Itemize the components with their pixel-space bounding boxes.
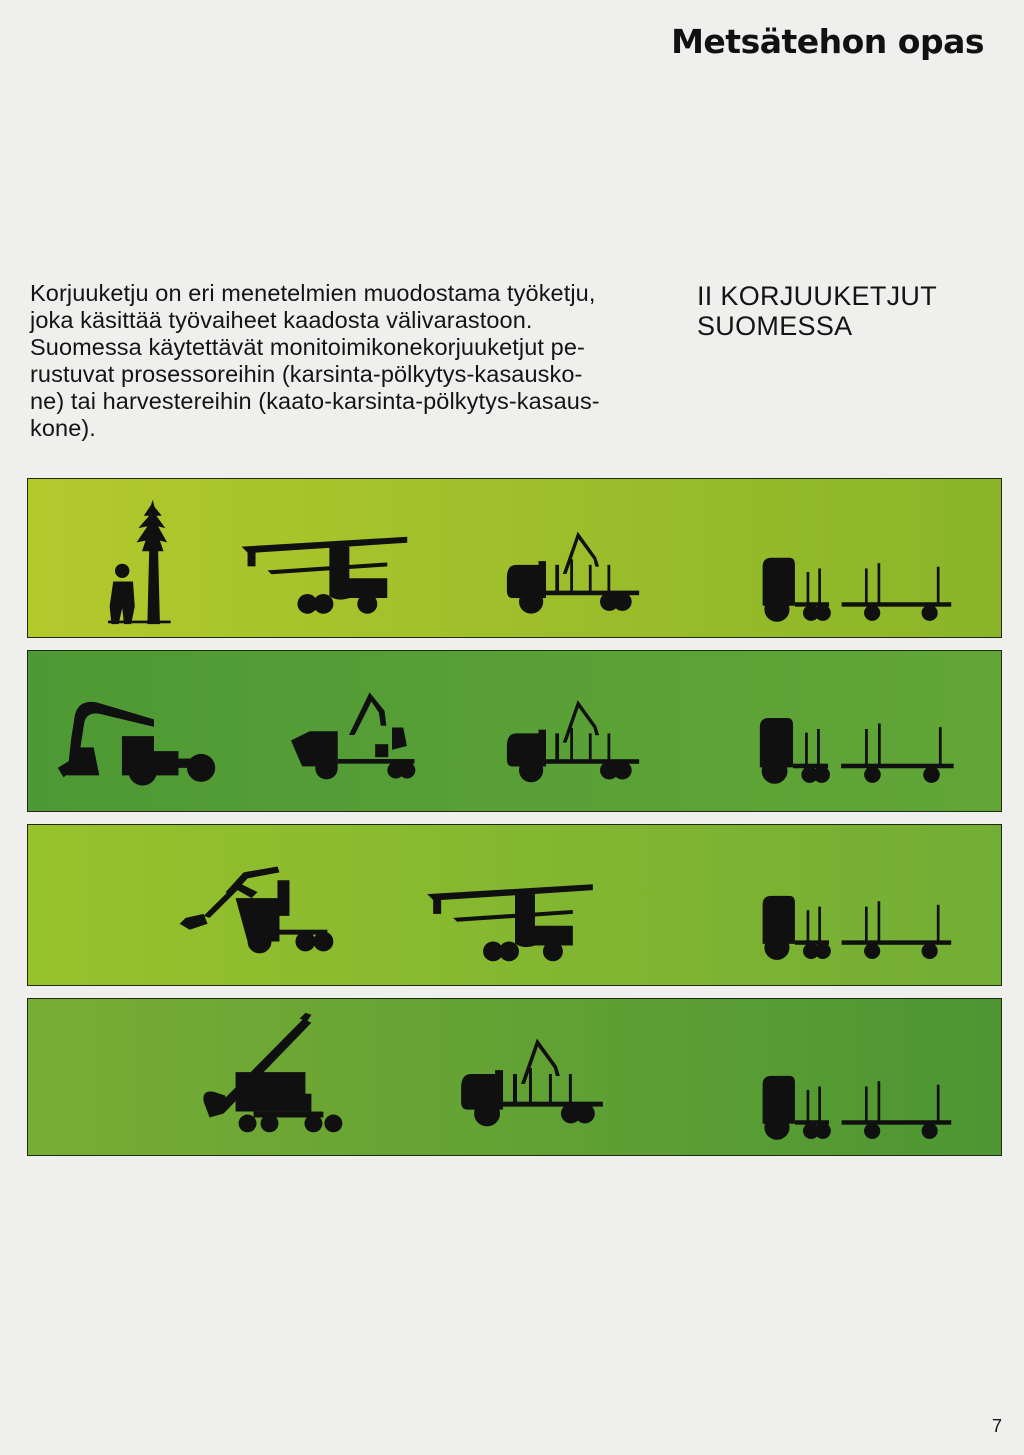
band-background [28,651,1001,811]
intro-line: Korjuuketju on eri menetelmien muodostama työketju, [30,280,596,306]
page-number: 7 [991,1416,1002,1436]
section-heading-line-2: SUOMESSA [697,311,853,341]
intro-line: kone). [30,415,96,441]
intro-line: joka käsittää työvaiheet kaadosta välivarastoon. [30,307,533,333]
intro-paragraph-1 [30,280,670,334]
intro-line: rustuvat prosessoreihin (karsinta-pölkytys-kasausko- [30,361,583,387]
chain-band-1 [27,478,1002,638]
intro-line: Suomessa käytettävät monitoimikonekorjuuketjut pe- [30,334,585,360]
chain-band-2 [27,650,1002,812]
intro-text [30,280,670,442]
section-heading [697,281,997,341]
band-background [28,825,1001,985]
section-heading-line-1: II KORJUUKETJUT [697,281,938,311]
intro-line: ne) tai harvestereihin (kaato-karsinta-pölkytys-kasaus- [30,388,600,414]
intro-paragraph-2 [30,334,670,442]
chain-band-4 [27,998,1002,1156]
chain-band-3 [27,824,1002,986]
masthead-title: Metsätehon opas [671,22,984,61]
band-background [28,479,1001,637]
